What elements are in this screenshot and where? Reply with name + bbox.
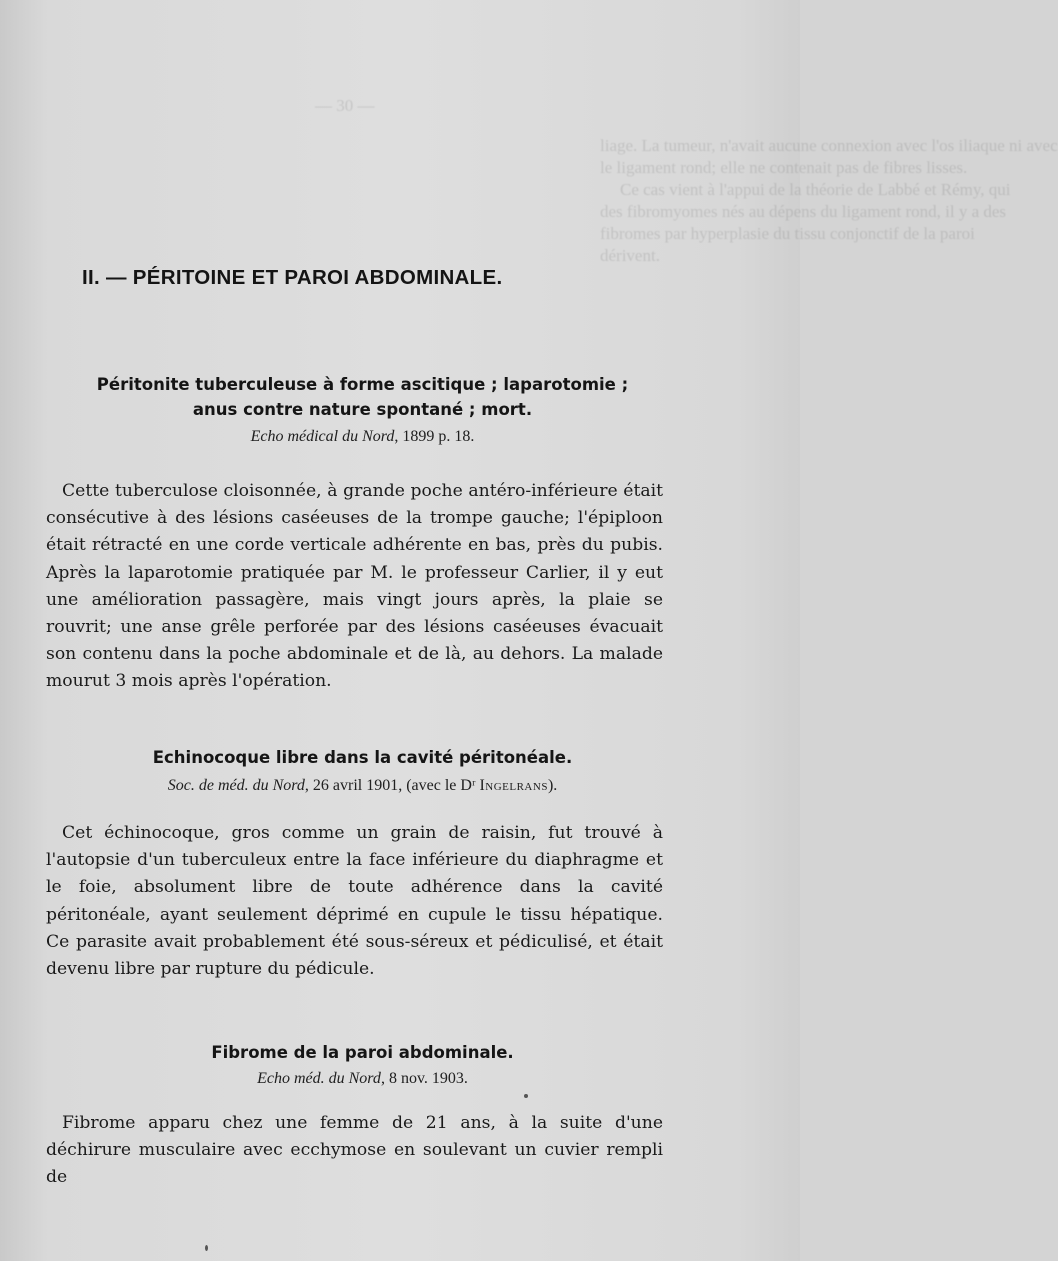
article-title-line: Fibrome de la paroi abdominale. bbox=[211, 1043, 514, 1062]
ghost-line: le ligament rond; elle ne contenait pas de fibres lisses. bbox=[600, 158, 968, 177]
source-date: , 8 nov. 1903. bbox=[380, 1070, 468, 1087]
article-body: Fibrome apparu chez une femme de 21 ans, à la suite d'une déchirure musculaire avec ecchymose en soulevant un cuvier rempli de bbox=[46, 1113, 663, 1188]
source-author: Ingelrans bbox=[479, 777, 548, 794]
source-journal: Soc. de méd. du Nord bbox=[167, 777, 305, 794]
source-date: , 1899 p. 18. bbox=[394, 428, 475, 445]
article-title bbox=[60, 372, 665, 422]
article-title-line: Péritonite tuberculeuse à forme ascitique ; laparotomie ; bbox=[96, 375, 629, 394]
article-body: Cette tuberculose cloisonnée, à grande poche antéro-inférieure était consécutive à des lésions caséeuses de la trompe gauche; l'épiploon était rétracté en une corde verticale adhérente en bas, près du pubis. Après la laparotomie pratiquée par M. le professeur Carlier, il y eut une amélioration passagère, mais vingt jours après, la plaie se rouvrit; une anse grêle perforée par des lésions caséeuses évacuait son contenu dans la poche abdominale et de là, au dehors. La malade mourut 3 mois après l'opération. bbox=[46, 481, 663, 692]
ink-speck bbox=[205, 1245, 208, 1251]
ghost-line: fibromes par hyperplasie du tissu conjonctif de la paroi bbox=[600, 224, 975, 243]
article-source bbox=[60, 1070, 665, 1088]
article-source bbox=[60, 428, 665, 446]
ink-speck bbox=[524, 1094, 528, 1098]
article-body: Cet échinocoque, gros comme un grain de raisin, fut trouvé à l'autopsie d'un tuberculeux entre la face inférieure du diaphragme et le foie, absolument libre de toute adhérence dans la cavité péritonéale, ayant seulement déprimé en cupule le tissu hépatique. Ce parasite avait probablement été sous-séreux et pédiculisé, et était devenu libre par rupture du pédicule. bbox=[46, 823, 663, 980]
source-journal: Echo méd. du Nord bbox=[257, 1070, 381, 1087]
ghost-line: liage. La tumeur, n'avait aucune connexion avec l'os iliaque ni avec bbox=[600, 136, 1058, 155]
source-date: , 26 avril 1901, (avec le Dʳ bbox=[304, 777, 480, 794]
ghost-line: des fibromyomes nés au dépens du ligament rond, il y a des bbox=[600, 202, 1007, 221]
section-heading: II. — PÉRITOINE ET PAROI ABDOMINALE. bbox=[82, 266, 503, 289]
article-title-line: Echinocoque libre dans la cavité péritonéale. bbox=[152, 748, 573, 767]
ghost-page-number: — 30 — bbox=[315, 96, 375, 115]
ghost-line: dérivent. bbox=[600, 246, 660, 265]
article-title bbox=[60, 745, 665, 770]
article-title bbox=[60, 1040, 665, 1065]
source-journal: Echo médical du Nord bbox=[250, 428, 395, 445]
source-end: ). bbox=[547, 777, 558, 794]
bleed-through-text bbox=[60, 95, 1058, 267]
article-source bbox=[60, 777, 665, 795]
article-title-line: anus contre nature spontané ; mort. bbox=[192, 400, 533, 419]
ghost-line: Ce cas vient à l'appui de la théorie de Labbé et Rémy, qui bbox=[620, 180, 1011, 199]
